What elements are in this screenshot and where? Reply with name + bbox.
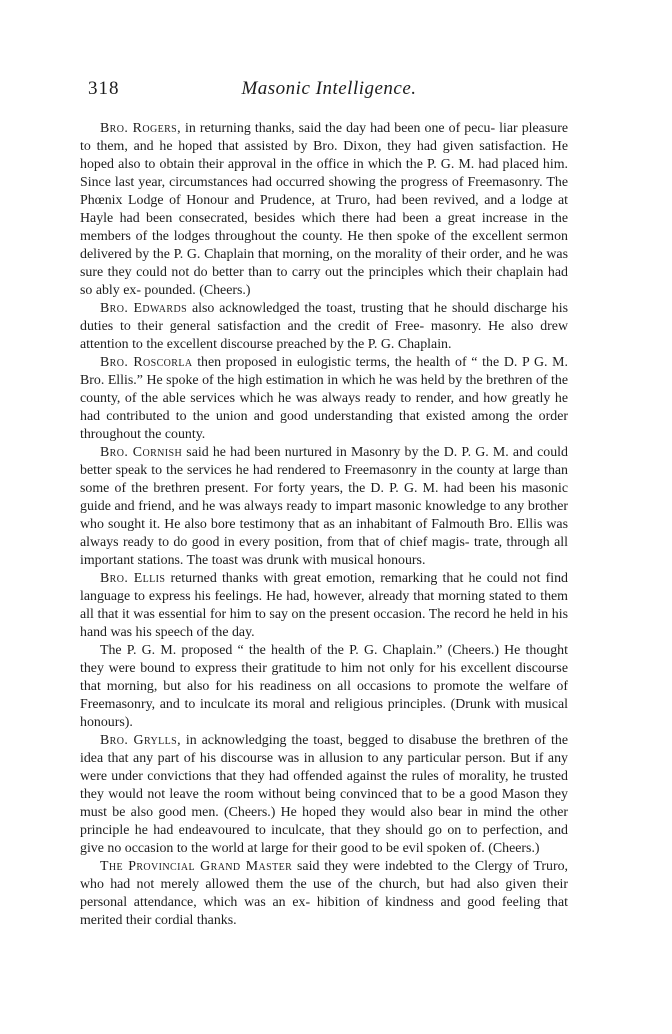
paragraph-text: in returning thanks, said the day had been one of pecu- liar pleasure to them, and he hoped that assisted by Bro. Dixon, they had given satisfaction. He hoped also to obtain their approval in the office in which the P. G. M. had placed him. Since last year, circumstances had occurred showing the progress of Freemasonry. The Phœnix Lodge of Honour and Prudence, at Truro, had been revived, and a lodge at Hayle had been consecrated, besides which there had been a great increase in the members of the lodges throughout the county. He then spoke of the excellent sermon delivered by the P. G. Chaplain that morning, on the morality of their order, and he was sure they could not do better than to carry out the principles which their chaplain had so ably ex- pounded. (Cheers.) bbox=[80, 121, 568, 298]
speaker-name: Bro. Rogers, bbox=[100, 121, 181, 136]
paragraph bbox=[80, 570, 568, 642]
speaker-name: Bro. Cornish bbox=[100, 445, 183, 460]
paragraph-text: The P. G. M. proposed “ the health of the P. G. Chaplain.” (Cheers.) He thought they were bound to express their gratitude to him not only for his excellent discourse that morning, but also for his readiness on all occasions to promote the welfare of Freemasonry, and to inculcate its moral and religious principles. (Drunk with musical honours). bbox=[80, 643, 568, 730]
paragraph bbox=[80, 732, 568, 858]
paragraph bbox=[80, 858, 568, 930]
speaker-name: Bro. Ellis bbox=[100, 571, 166, 586]
speaker-name: Bro. Roscorla bbox=[100, 355, 193, 370]
speaker-name: Bro. Edwards bbox=[100, 301, 188, 316]
paragraph-text: said he had been nurtured in Masonry by the D. P. G. M. and could better speak to the services he had rendered to Freemasonry in the county at large than some of the brethren present. For forty years, the D. P. G. M. had been his masonic guide and friend, and he was always ready to impart masonic knowledge to any brother who sought it. He also bore testimony that as an inhabitant of Falmouth Bro. Ellis was always ready to do good in every position, from that of chief magis- trate, through all important stations. The toast was drunk with musical honours. bbox=[80, 445, 568, 568]
running-title: Masonic Intelligence. bbox=[241, 78, 417, 99]
paragraph bbox=[80, 120, 568, 300]
article-body bbox=[80, 120, 568, 930]
speaker-name: Bro. Grylls, bbox=[100, 733, 181, 748]
paragraph-text: then proposed in eulogistic terms, the health of “ the D. P G. M. Bro. Ellis.” He spoke of the high estimation in which he was held by the brethren of the county, of the able services which he was always ready to render, and how greatly he had contributed to the union and good understanding that existed among the order throughout the county. bbox=[80, 355, 568, 442]
running-header bbox=[88, 78, 570, 104]
paragraph bbox=[80, 444, 568, 570]
paragraph bbox=[80, 300, 568, 354]
paragraph-text: in acknowledging the toast, begged to disabuse the brethren of the idea that any part of his discourse was in allusion to any particular person. But if any were under convictions that they had offended against the rules of morality, he trusted they would not leave the room without being convinced that to be a good Mason they must be also good men. (Cheers.) He hoped they would also bear in mind the other principle he had endeavoured to inculcate, that they should go on to perfection, and give no occasion to the world at large for their good to be evil spoken of. (Cheers.) bbox=[80, 733, 568, 856]
paragraph-text: returned thanks with great emotion, remarking that he could not find language to express his feelings. He had, however, already that morning stated to them all that it was essential for him to say on the present occasion. The record he held in his hand was his speech of the day. bbox=[80, 571, 568, 640]
paragraph bbox=[80, 642, 568, 732]
speaker-name: The Provincial Grand Master bbox=[100, 859, 293, 874]
paragraph-text: also acknowledged the toast, trusting that he should discharge his duties to their general satisfaction and the credit of Free- masonry. He also drew attention to the excellent discourse preached by the P. G. Chaplain. bbox=[80, 301, 568, 352]
paragraph-text: said they were indebted to the Clergy of Truro, who had not merely allowed them the use of the church, but had also given their personal attendance, which was an ex- hibition of kindness and good feeling that merited their cordial thanks. bbox=[80, 859, 569, 928]
paragraph bbox=[80, 354, 568, 444]
page-number: 318 bbox=[88, 78, 120, 99]
